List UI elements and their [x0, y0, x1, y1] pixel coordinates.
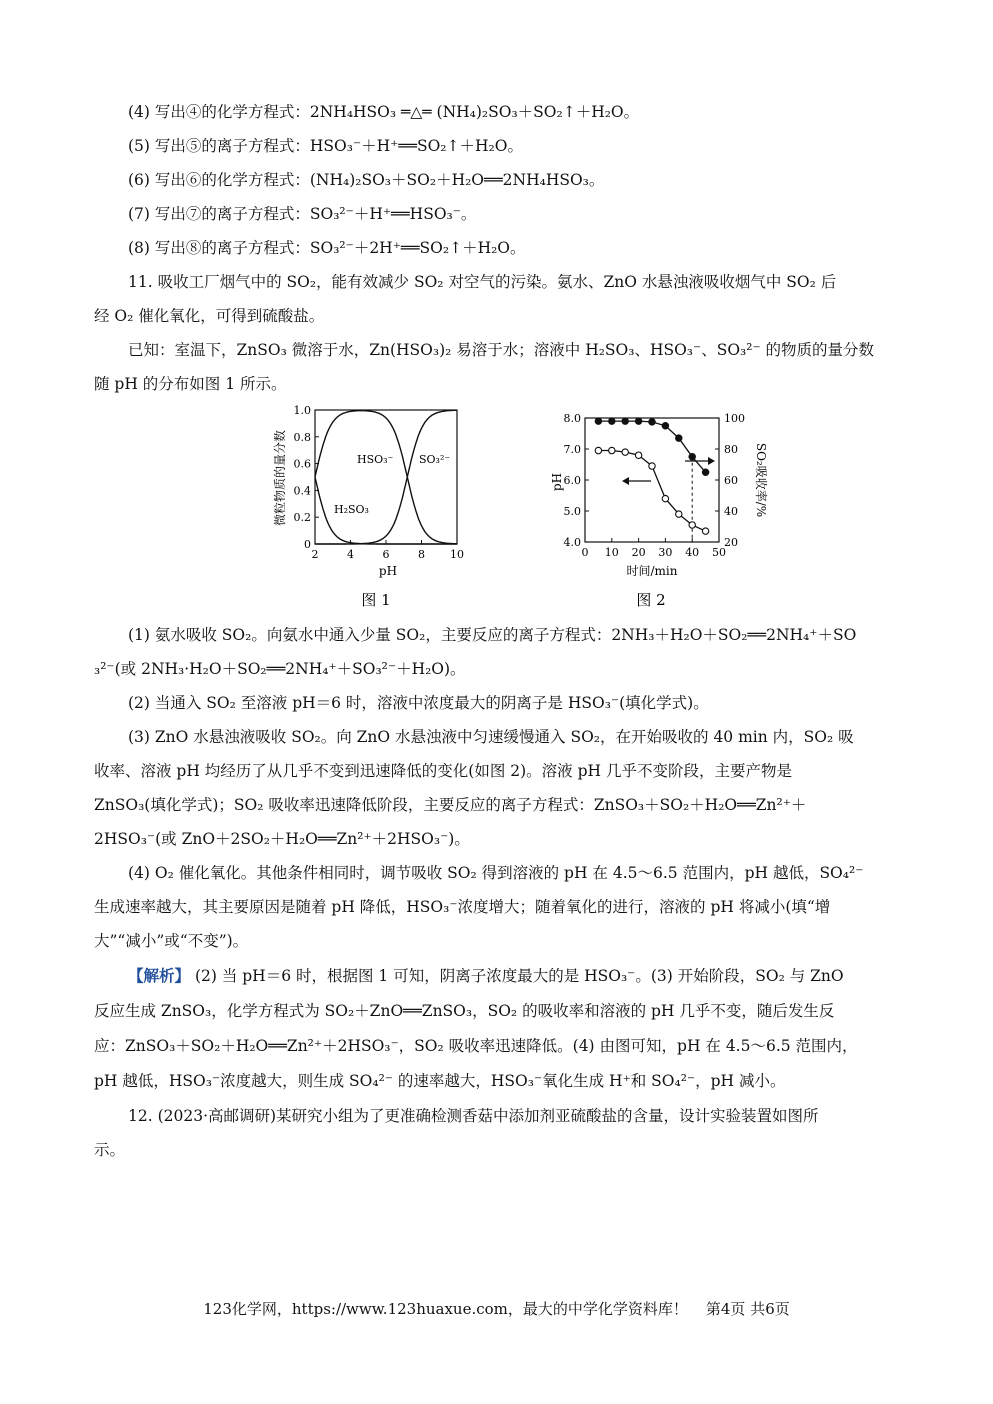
fig2-point-ph	[689, 522, 695, 528]
fig2-ytick-right-label: 40	[724, 505, 738, 518]
page-footer	[0, 1298, 993, 1319]
line-7: (7) 写出⑦的离子方程式：SO₃²⁻＋H⁺══HSO₃⁻。	[128, 205, 477, 223]
fig2-xtick-label: 0	[581, 546, 589, 559]
fig2-point-absorption	[609, 418, 615, 424]
known-line1: 已知：室温下，ZnSO₃ 微溶于水，Zn(HSO₃)₂ 易溶于水；溶液中 H₂SO₃、HSO₃⁻、SO₃²⁻ 的物质的量分数	[128, 341, 875, 359]
fig2-caption: 图 2	[636, 591, 666, 609]
fig2-xlabel: 时间/min	[626, 564, 678, 578]
fig2-point-ph	[676, 511, 682, 517]
fig2-xtick-label: 30	[658, 546, 673, 559]
fig2-point-absorption	[689, 454, 695, 460]
fig2-xtick-label: 40	[685, 546, 700, 559]
fig1-xlabel: pH	[378, 564, 398, 578]
fig2-xtick-label: 20	[631, 546, 646, 559]
fig1-ylabel: 微粒物质的量分数	[273, 429, 287, 527]
fig2-ytick-right-label: 20	[724, 536, 738, 549]
analysis-tag: 【解析】	[128, 966, 191, 985]
fig2-ytick-left-label: 7.0	[563, 443, 581, 456]
fig1-xtick-label: 8	[418, 548, 425, 561]
fig2-ytick-right-label: 60	[724, 474, 738, 487]
fig2-frame	[585, 418, 719, 542]
line-5: (5) 写出⑤的离子方程式：HSO₃⁻＋H⁺══SO₂↑＋H₂O。	[128, 137, 523, 155]
fig1-label-so3: SO₃²⁻	[419, 453, 451, 466]
fig2-point-absorption	[622, 418, 628, 424]
sub4-line3: 大”“减小”或“不变”)。	[94, 932, 249, 950]
figure-2-chart	[545, 400, 770, 615]
analysis-line4: pH 越低，HSO₃⁻浓度越大，则生成 SO₄²⁻ 的速率越大，HSO₃⁻氧化生成 H⁺和 SO₄²⁻，pH 减小。	[94, 1072, 786, 1090]
fig2-ytick-left-label: 4.0	[563, 536, 581, 549]
fig1-xtick-label: 10	[450, 548, 464, 561]
sub3-line1: (3) ZnO 水悬浊液吸收 SO₂。向 ZnO 水悬浊液中匀速缓慢通入 SO₂，在开始吸收的 40 min 内，SO₂ 吸	[128, 728, 854, 746]
sub2-line: (2) 当通入 SO₂ 至溶液 pH＝6 时，溶液中浓度最大的阴离子是 HSO₃⁻(填化学式)。	[128, 694, 709, 712]
fig1-series-hso3	[315, 411, 457, 544]
analysis-line2: 反应生成 ZnSO₃，化学方程式为 SO₂＋ZnO══ZnSO₃，SO₂ 的吸收率和溶液的 pH 几乎不变，随后发生反	[94, 1002, 835, 1020]
fig2-point-ph	[635, 452, 641, 458]
fig2-ytick-left-label: 6.0	[563, 474, 581, 487]
fig2-point-ph	[595, 447, 601, 453]
fig1-label-h2so3: H₂SO₃	[334, 503, 369, 516]
fig2-xtick-label: 50	[712, 546, 726, 559]
fig1-ytick-label: 1.0	[293, 404, 311, 417]
fig1-xtick-label: 6	[382, 548, 390, 561]
fig2-point-ph	[649, 463, 655, 469]
known-line2: 随 pH 的分布如图 1 所示。	[94, 375, 287, 393]
fig2-ylabel-right: SO₂吸收率/%	[754, 442, 768, 518]
fig1-ytick-label: 0	[304, 538, 311, 551]
fig2-ytick-left-label: 5.0	[563, 505, 581, 518]
sub4-line2: 生成速率越大，其主要原因是随着 pH 降低，HSO₃⁻浓度增大；随着氧化的进行，溶液的 pH 将减小(填“增	[94, 898, 831, 916]
fig1-series-so3	[315, 410, 457, 544]
line-4: (4) 写出④的化学方程式：2NH₄HSO₃ ═△═ (NH₄)₂SO₃＋SO₂↑＋H₂O。	[128, 103, 640, 121]
fig2-ytick-right-label: 80	[724, 443, 738, 456]
fig1-frame	[315, 410, 457, 544]
fig1-ytick-label: 0.6	[293, 457, 311, 471]
footer-page-number: 第4页 共6页	[705, 1300, 790, 1318]
fig2-point-absorption	[662, 423, 668, 429]
fig1-xtick-label: 4	[347, 548, 354, 561]
fig2-point-ph	[609, 447, 615, 453]
sub3-line2: 收率、溶液 pH 均经历了从几乎不变到迅速降低的变化(如图 2)。溶液 pH 几乎不变阶段，主要产物是	[94, 762, 792, 780]
sub3-line4: 2HSO₃⁻(或 ZnO＋2SO₂＋H₂O══Zn²⁺＋2HSO₃⁻)。	[94, 830, 470, 848]
fig1-ytick-label: 0.4	[293, 484, 311, 498]
fig1-ytick-label: 0.8	[293, 430, 311, 444]
sub1-line1: (1) 氨水吸收 SO₂。向氨水中通入少量 SO₂，主要反应的离子方程式：2NH₃＋H₂O＋SO₂══2NH₄⁺＋SO	[128, 626, 857, 644]
fig2-point-absorption	[702, 469, 708, 475]
sub3-line3: ZnSO₃(填化学式)；SO₂ 吸收率迅速降低阶段，主要反应的离子方程式：ZnSO₃＋SO₂＋H₂O══Zn²⁺＋	[94, 796, 807, 814]
fig2-point-ph	[702, 528, 708, 534]
fig2-ytick-right-label: 100	[724, 412, 745, 425]
figure-1-chart	[268, 400, 468, 615]
q11-line1: 11. 吸收工厂烟气中的 SO₂，能有效减少 SO₂ 对空气的污染。氨水、ZnO 水悬浊液吸收烟气中 SO₂ 后	[128, 273, 837, 291]
sub1-line2: ₃²⁻(或 2NH₃·H₂O＋SO₂══2NH₄⁺＋SO₃²⁻＋H₂O)。	[94, 660, 466, 678]
fig2-point-absorption	[676, 435, 682, 441]
analysis-line1: 【解析】 (2) 当 pH＝6 时，根据图 1 可知，阴离子浓度最大的是 HSO₃⁻。(3) 开始阶段，SO₂ 与 ZnO	[128, 966, 844, 985]
fig1-caption: 图 1	[361, 591, 391, 609]
figure-1	[268, 400, 468, 615]
fig2-arrow-left	[622, 477, 651, 485]
fig2-ylabel-left: pH	[550, 472, 564, 492]
fig2-xtick-label: 10	[604, 546, 619, 559]
q12-line1: 12. (2023·高邮调研)某研究小组为了更准确检测香菇中添加剂亚硫酸盐的含量，设计实验装置如图所	[128, 1107, 819, 1125]
q12-line2: 示。	[94, 1141, 126, 1159]
fig2-point-absorption	[635, 418, 641, 424]
line-8: (8) 写出⑧的离子方程式：SO₃²⁻＋2H⁺══SO₂↑＋H₂O。	[128, 239, 526, 257]
fig2-point-absorption	[649, 419, 655, 425]
fig1-xtick-label: 2	[311, 548, 319, 561]
sub4-line1: (4) O₂ 催化氧化。其他条件相同时，调节吸收 SO₂ 得到溶液的 pH 在 4.5～6.5 范围内，pH 越低，SO₄²⁻	[128, 864, 864, 882]
q11-line2: 经 O₂ 催化氧化，可得到硫酸盐。	[94, 307, 325, 325]
fig2-point-ph	[622, 449, 628, 455]
line-6: (6) 写出⑥的化学方程式：(NH₄)₂SO₃＋SO₂＋H₂O══2NH₄HSO₃。	[128, 171, 605, 189]
footer-site: 123化学网，https://www.123huaxue.com，最大的中学化学资料库！	[203, 1300, 688, 1318]
fig2-ytick-left-label: 8.0	[563, 412, 581, 425]
fig1-ytick-label: 0.2	[293, 511, 311, 525]
fig2-point-absorption	[595, 418, 601, 424]
analysis-line3: 应：ZnSO₃＋SO₂＋H₂O══Zn²⁺＋2HSO₃⁻，SO₂ 吸收率迅速降低。(4) 由图可知，pH 在 4.5～6.5 范围内，	[94, 1037, 858, 1055]
figure-2	[545, 400, 770, 615]
fig2-point-ph	[662, 495, 668, 501]
fig1-label-hso3: HSO₃⁻	[357, 453, 394, 466]
